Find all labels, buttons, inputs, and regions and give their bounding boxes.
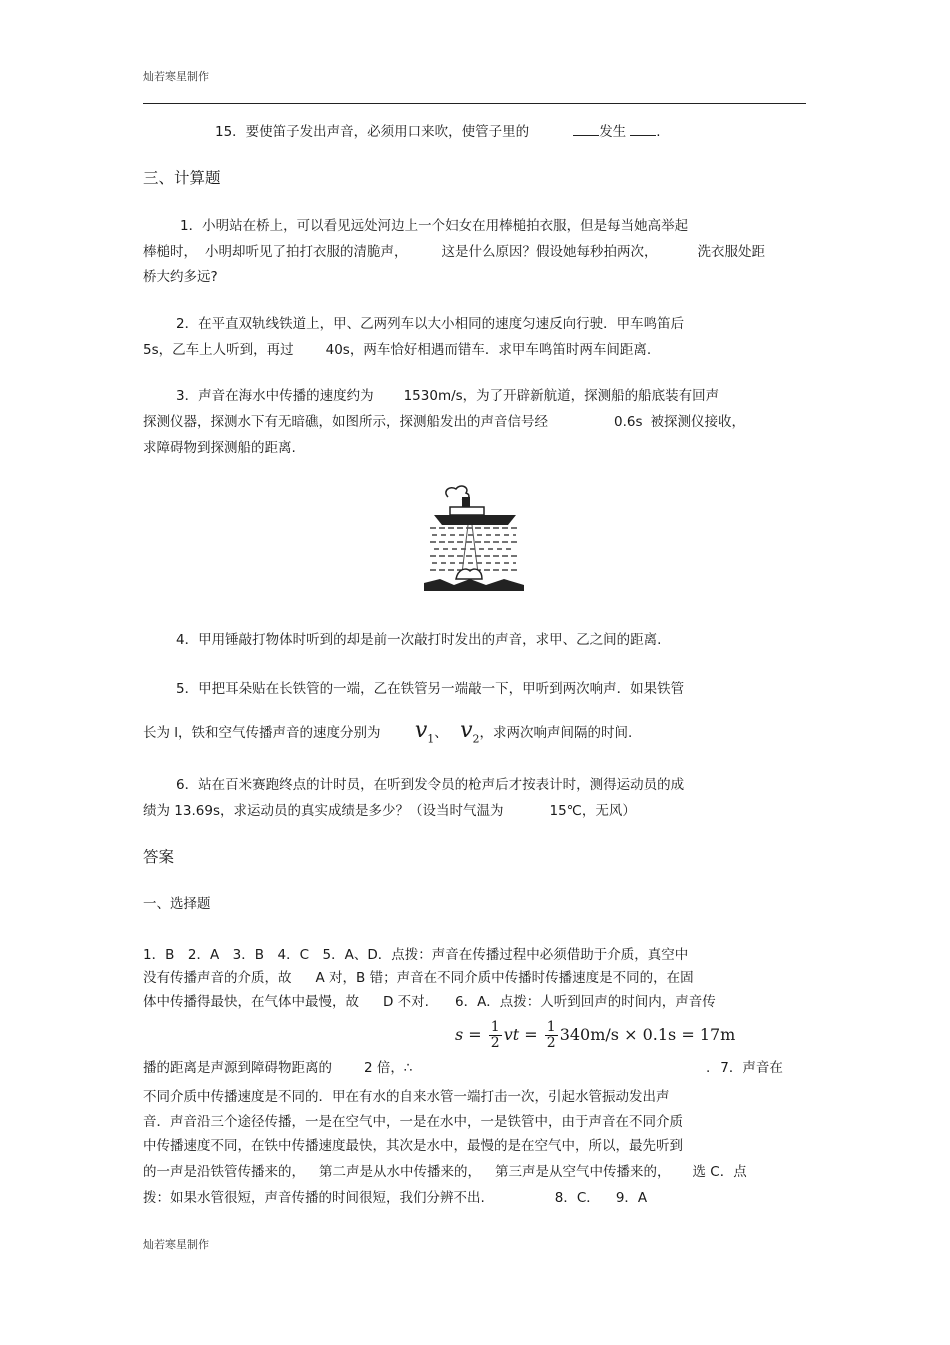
p1-l2d: 洗衣服处距 <box>697 244 765 260</box>
ans-l9a: 拨：如果水管很短，声音传播的时间很短，我们分辨不出. <box>143 1190 485 1206</box>
ans-line-2 <box>143 966 694 986</box>
p3-l1b: 1530m/s，为了开辟新航道，探测船的船底装有回声 <box>403 388 720 404</box>
p5-l2a: 长为 l，铁和空气传播声音的速度分别为 <box>143 725 381 741</box>
p1-l2b: 小明却听见了拍打衣服的清脆声， <box>205 244 408 260</box>
v1-letter: v <box>414 718 428 743</box>
q15-blank-2 <box>630 123 656 136</box>
ans-line-4-left <box>143 1056 412 1076</box>
ans-l8a: 的一声是沿铁管传播来的， <box>143 1164 305 1180</box>
p6-l2a: 绩为 13.69s，求运动员的真实成绩是多少？（设当时气温为 <box>143 803 504 819</box>
ans-l8c: 第三声是从空气中传播来的， <box>495 1164 671 1180</box>
formula-fraction-2 <box>545 1020 558 1051</box>
ans-l4d: 7．声音在 <box>720 1060 783 1076</box>
p6-line-2 <box>143 799 636 819</box>
ans-line-7: 中传播速度不同，在铁中传播速度最快，其次是水中，最慢的是在空气中，所以，最先听到 <box>143 1138 683 1154</box>
ans-l4b: 2 倍，∴ <box>364 1060 413 1076</box>
ans-l2b: A 对，B 错；声音在不同介质中传播时传播速度是不同的，在固 <box>315 970 694 986</box>
p3-l2a: 探测仪器，探测水下有无暗礁，如图所示，探测船发出的声音信号经 <box>143 414 548 430</box>
frac1-den: 2 <box>490 1035 500 1051</box>
question-15 <box>215 120 660 140</box>
ans-l2a: 没有传播声音的介质，故 <box>143 970 292 986</box>
p3-line-1 <box>176 384 719 404</box>
v2-letter: v <box>460 718 473 743</box>
header-rule <box>143 103 806 104</box>
v1-sub: 1 <box>427 732 435 746</box>
echo-formula <box>455 1020 735 1051</box>
p2-line-2 <box>143 338 651 358</box>
ans-line-9 <box>143 1186 647 1206</box>
answers-section-1: 一、选择题 <box>143 896 211 912</box>
section-3-title: 三、计算题 <box>143 169 221 187</box>
p3-l2b: 0.6s <box>614 414 643 430</box>
v1-symbol <box>414 718 435 746</box>
p6-l2b: 15℃，无风） <box>549 803 636 819</box>
formula-fraction-1 <box>489 1020 502 1051</box>
ans-line-5: 不同介质中传播速度是不同的．甲在有水的自来水管一端打击一次，引起水管振动发出声 <box>143 1089 670 1105</box>
p3-l2c: 被探测仪接收， <box>650 414 746 430</box>
p3-line-3: 求障碍物到探测船的距离. <box>143 440 296 456</box>
p5-l2b: ，求两次响声间隔的时间. <box>479 725 633 741</box>
ship-cabin <box>450 507 484 515</box>
formula-lhs: s = <box>455 1025 487 1044</box>
ans-l3b: D 不对. <box>383 994 429 1010</box>
p1-line-1: 1．小明站在桥上，可以看见远处河边上一个妇女在用棒槌拍衣服，但是每当她高举起 <box>180 218 689 234</box>
ans-l9c: 9．A <box>615 1190 648 1206</box>
ans-l8d: 选 C．点 <box>692 1164 747 1180</box>
frac2-den: 2 <box>546 1035 556 1051</box>
ans-l4a: 播的距离是声源到障碍物距离的 <box>143 1060 332 1076</box>
frac2-num: 1 <box>546 1019 556 1035</box>
ans-line-4-right <box>706 1056 783 1076</box>
v-separator: 、 <box>434 725 448 741</box>
header-maker: 灿若寒星制作 <box>143 70 209 83</box>
ans-l3a: 体中传播得最快，在气体中最慢，故 <box>143 994 359 1010</box>
ans-l8b: 第二声是从水中传播来的， <box>319 1164 481 1180</box>
v2-sub: 2 <box>472 732 480 746</box>
q15-prefix: 15．要使笛子发出声音，必须用口来吹，使管子里的 <box>215 124 530 140</box>
p4-line-1: 4．甲用锤敲打物体时听到的却是前一次敲打时发出的声音，求甲、乙之间的距离. <box>176 632 662 648</box>
sonar-ship-figure <box>420 483 532 597</box>
q15-end: . <box>656 124 661 140</box>
p5-line-1: 5．甲把耳朵贴在长铁管的一端，乙在铁管另一端敲一下，甲听到两次响声．如果铁管 <box>176 681 685 697</box>
formula-rhs: 340m/s × 0.1s = 17m <box>559 1025 736 1044</box>
ans-line-6: 音．声音沿三个途径传播，一是在空气中，一是在水中，一是铁管中，由于声音在不同介质 <box>143 1114 683 1130</box>
p6-line-1: 6．站在百米赛跑终点的计时员，在听到发令员的枪声后才按表计时，测得运动员的成 <box>176 777 685 793</box>
ship-hull <box>434 515 516 525</box>
frac1-num: 1 <box>490 1019 500 1035</box>
footer-maker: 灿若寒星制作 <box>143 1238 209 1251</box>
ans-l3c: 6．A．点拨：人听到回声的时间内，声音传 <box>454 994 716 1010</box>
q15-blank-1 <box>573 123 599 136</box>
p2-l2a: 5s，乙车上人听到，再过 <box>143 342 294 358</box>
p5-line-2 <box>143 718 632 745</box>
p2-line-1: 2．在平直双轨线铁道上，甲、乙两列车以大小相同的速度匀速反向行驶．甲车鸣笛后 <box>176 316 685 332</box>
p1-line-3: 桥大约多远? <box>143 269 218 285</box>
formula-mid: vt = <box>503 1025 543 1044</box>
ans-line-1: 1．B 2．A 3．B 4．C 5．A、D．点拨：声音在传播过程中必须借助于介质，真空中 <box>143 947 689 963</box>
ans-line-8 <box>143 1160 747 1180</box>
p3-l1a: 3．声音在海水中传播的速度约为 <box>176 388 374 404</box>
seabed <box>424 579 524 591</box>
q15-mid: 发生 <box>599 124 627 140</box>
reef-icon <box>456 569 482 579</box>
p2-l2b: 40s，两车恰好相遇而错车．求甲车鸣笛时两车间距离. <box>325 342 652 358</box>
p3-line-2 <box>143 410 745 430</box>
answers-title: 答案 <box>143 848 175 866</box>
ans-l9b: 8．C． <box>554 1190 600 1206</box>
p1-line-2 <box>143 240 765 260</box>
ans-l4c: . <box>706 1060 711 1076</box>
p1-l2a: 棒槌时， <box>143 244 197 260</box>
p1-l2c: 这是什么原因？假设她每秒拍两次， <box>441 244 658 260</box>
ans-line-3 <box>143 990 716 1010</box>
v2-symbol <box>460 718 480 746</box>
